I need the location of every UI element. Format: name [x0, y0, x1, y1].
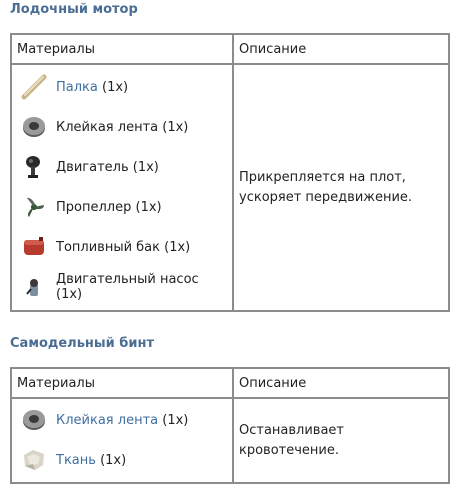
- material-qty: (1x): [100, 452, 127, 468]
- material-qty: (1x): [56, 287, 83, 302]
- description-line: ускоряет передвижение.: [239, 189, 413, 205]
- material-item-stick: [17, 67, 227, 107]
- recipe-table-homemade-bandage: [10, 367, 450, 484]
- duct-tape-icon: [21, 407, 47, 433]
- material-qty: (1x): [162, 119, 189, 135]
- material-name: Топливный бак: [56, 239, 160, 255]
- material-qty: (1x): [102, 79, 129, 95]
- material-qty: (1x): [135, 199, 162, 215]
- material-item-propeller: [17, 187, 227, 227]
- material-name: Двигательный насос: [56, 272, 199, 287]
- duct-tape-icon: [21, 114, 47, 140]
- material-name: Клейкая лента: [56, 119, 159, 135]
- description-cell: [233, 64, 449, 311]
- header-description: Описание: [233, 34, 449, 64]
- engine-icon: [21, 154, 47, 180]
- material-name: Двигатель: [56, 159, 129, 175]
- materials-cell: [11, 398, 233, 483]
- description-line: кровотечение.: [239, 442, 340, 458]
- materials-cell: [11, 64, 233, 311]
- material-link-cloth[interactable]: Ткань: [56, 452, 96, 468]
- header-description: Описание: [233, 368, 449, 398]
- description-line: Прикрепляется на плот,: [239, 169, 406, 185]
- propeller-icon: [21, 194, 47, 220]
- section-title-boat-motor: Лодочный мотор: [10, 2, 138, 17]
- table-header-row: [11, 34, 449, 64]
- recipe-table-boat-motor: [10, 33, 450, 312]
- material-item-engine-pump: [17, 267, 227, 307]
- description-cell: [233, 398, 449, 483]
- table-row: [11, 398, 449, 483]
- cloth-icon: [21, 447, 47, 473]
- fuel-tank-icon: [21, 234, 47, 260]
- material-qty: (1x): [132, 159, 159, 175]
- description-line: Останавливает: [239, 422, 345, 438]
- material-item-engine: [17, 147, 227, 187]
- table-header-row: [11, 368, 449, 398]
- engine-pump-icon: [21, 274, 47, 300]
- header-materials: Материалы: [11, 34, 233, 64]
- material-item-cloth: [17, 440, 227, 480]
- material-qty: (1x): [162, 412, 189, 428]
- header-materials: Материалы: [11, 368, 233, 398]
- material-name: Пропеллер: [56, 199, 132, 215]
- table-row: [11, 64, 449, 311]
- material-link-stick[interactable]: Палка: [56, 79, 98, 95]
- material-item-duct-tape: [17, 107, 227, 147]
- stick-icon: [21, 74, 47, 100]
- section-title-homemade-bandage: Самодельный бинт: [10, 336, 155, 351]
- material-item-fuel-tank: [17, 227, 227, 267]
- material-item-duct-tape: [17, 400, 227, 440]
- material-qty: (1x): [164, 239, 191, 255]
- material-link-duct-tape[interactable]: Клейкая лента: [56, 412, 159, 428]
